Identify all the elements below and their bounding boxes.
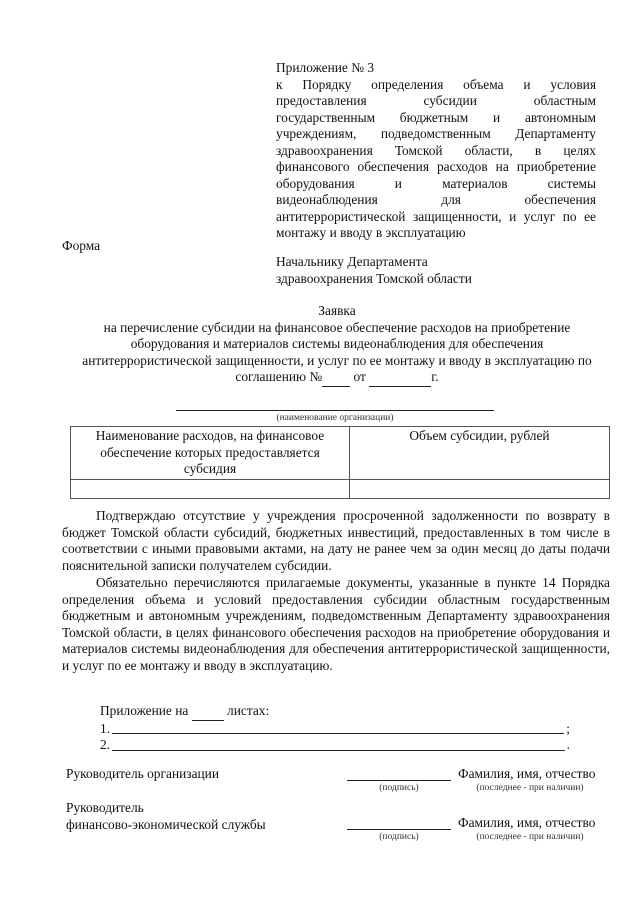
confirmation-paragraph: Подтверждаю отсутствие у учреждения просроченной задолженности по возврату в бюджет Томской области субсидий, бюджетных инвестиций, предоставленных в том числе в соответствии с иными правовыми актами, на дату не ранее чем за один месяц до даты подачи пояснительной записки получателем субсидии. bbox=[62, 508, 610, 573]
signature-field[interactable] bbox=[347, 780, 451, 781]
appendix-line: оборудования и материалов системы bbox=[276, 175, 596, 191]
appendix-line: антитеррористической защищенности, и услуг по ее bbox=[276, 208, 596, 224]
organization-caption: (наименование организации) bbox=[276, 413, 394, 423]
attachments-header bbox=[100, 703, 570, 721]
agreement-number-field[interactable] bbox=[322, 369, 350, 387]
table-cell[interactable] bbox=[71, 479, 350, 498]
attachment-number: 2. bbox=[100, 737, 111, 752]
attachments-suffix: листах: bbox=[227, 703, 270, 718]
attachment-item bbox=[100, 721, 570, 738]
signature-caption: (подпись) bbox=[379, 783, 419, 793]
appendix-block bbox=[276, 60, 596, 242]
signer-name-caption: (последнее - при наличии) bbox=[476, 832, 584, 842]
attachment-field[interactable] bbox=[112, 750, 565, 751]
table-header-cell: Объем субсидии, рублей bbox=[350, 427, 610, 480]
signature-label: Руководитель организации bbox=[66, 766, 220, 781]
agreement-date-field[interactable] bbox=[369, 369, 431, 387]
signature-label-line: финансово-экономической службы bbox=[66, 816, 266, 832]
documents-paragraph: Обязательно перечисляются прилагаемые документы, указанные в пункте 14 Порядка определения объема и условий предоставления субсидии областным государственным бюджетным и автономным учреждениям, подведомственным Департаменту здравоохранения Томской области, в целях финансового обеспечения расходов на приобретение оборудования и материалов системы видеонаблюдения для обеспечения антитеррористической защищенности, и услуг по ее монтажу и вводу в эксплуатацию. bbox=[62, 575, 610, 673]
sheet-count-field[interactable] bbox=[192, 703, 224, 721]
table-cell[interactable] bbox=[350, 479, 610, 498]
attachments-block bbox=[100, 703, 570, 754]
signature-field[interactable] bbox=[347, 829, 451, 830]
appendix-line: здравоохранения Томской области, в целях bbox=[276, 142, 596, 158]
title-heading: Заявка bbox=[318, 303, 356, 318]
agreement-from: от bbox=[353, 369, 366, 384]
title-line: на перечисление субсидии на финансовое обеспечение расходов на приобретение bbox=[103, 319, 571, 335]
table-row bbox=[71, 479, 610, 498]
appendix-line: государственным бюджетным и автономным bbox=[276, 109, 596, 125]
addressee-line: здравоохранения Томской области bbox=[276, 270, 472, 286]
appendix-line: финансового обеспечения расходов на приобретение bbox=[276, 159, 596, 174]
table-header-row bbox=[71, 427, 610, 480]
attachment-item bbox=[100, 737, 570, 754]
attachment-end: ; bbox=[566, 720, 570, 736]
attachment-end: . bbox=[566, 737, 570, 752]
appendix-line: видеонаблюдения для обеспечения bbox=[276, 192, 596, 207]
signer-name-caption: (последнее - при наличии) bbox=[476, 783, 584, 793]
signer-name: Фамилия, имя, отчество bbox=[458, 815, 596, 830]
attachment-field[interactable] bbox=[112, 733, 564, 734]
table-header-cell: Наименование расходов, на финансовое обеспечение которых предоставляется субсидия bbox=[71, 427, 350, 480]
appendix-line: монтажу и вводу в эксплуатацию bbox=[276, 225, 466, 240]
agreement-prefix: соглашению № bbox=[235, 369, 323, 384]
signer-name: Фамилия, имя, отчество bbox=[458, 766, 596, 781]
addressee-block bbox=[276, 254, 596, 287]
appendix-line: учреждениям, подведомственным Департаменту bbox=[276, 126, 596, 141]
organization-name-field[interactable] bbox=[176, 410, 494, 411]
attachment-number: 1. bbox=[100, 720, 111, 736]
agreement-line bbox=[62, 369, 612, 387]
signature-label bbox=[66, 800, 266, 833]
addressee-line: Начальнику Департамента bbox=[276, 254, 428, 269]
signature-caption: (подпись) bbox=[379, 832, 419, 842]
appendix-line: к Порядку определения объема и условия bbox=[276, 76, 596, 92]
document-title bbox=[62, 303, 612, 387]
appendix-line: Приложение № 3 bbox=[276, 60, 375, 75]
form-label: Форма bbox=[62, 238, 101, 253]
title-line: антитеррористической защищенности, и услуг по ее монтажу и вводу в эксплуатацию по bbox=[82, 352, 592, 368]
signature-label-line: Руководитель bbox=[66, 800, 144, 815]
appendix-line: предоставления субсидии областным bbox=[276, 93, 596, 108]
title-line: оборудования и материалов системы видеонаблюдения для обеспечения bbox=[130, 336, 544, 351]
expenses-table bbox=[70, 426, 610, 499]
attachments-prefix: Приложение на bbox=[100, 703, 189, 718]
agreement-suffix: г. bbox=[431, 369, 439, 384]
